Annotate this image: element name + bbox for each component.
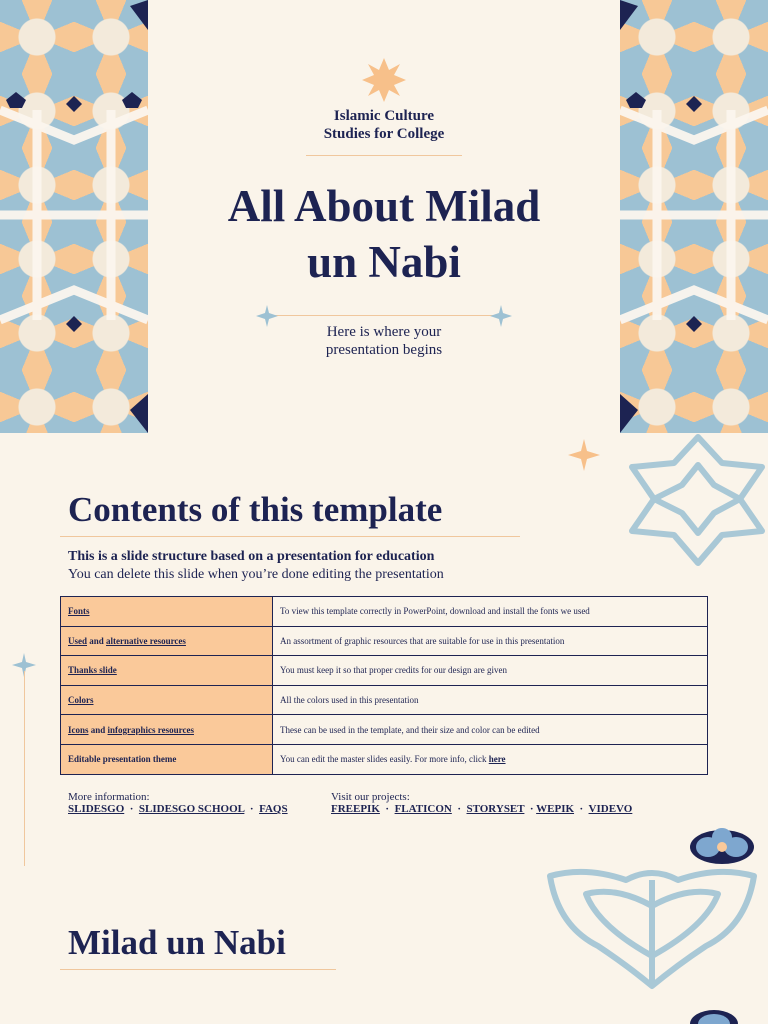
arabesque-ornament-icon [622, 433, 768, 569]
slidesgo-link[interactable]: SLIDESGO [68, 803, 125, 815]
table-row [61, 656, 708, 686]
geometric-pattern-right [620, 0, 768, 433]
table-cell: All the colors used in this presentation [273, 685, 708, 715]
flaticon-link[interactable]: FLATICON [394, 803, 452, 815]
page-title [148, 178, 620, 290]
eight-point-star-icon [362, 58, 406, 102]
storyset-link[interactable]: STORYSET [466, 803, 525, 815]
section-slide [0, 866, 768, 1024]
visit-label: Visit our projects: [331, 791, 410, 803]
lead-text: You can delete this slide when you’re done editing the presentation [68, 567, 444, 582]
tagline-line-2: presentation begins [325, 342, 443, 358]
table-row: Used and alternative resources An assortment of graphic resources that are suitable for use in this presentation [61, 626, 708, 656]
freepik-link[interactable]: FREEPIK [331, 803, 380, 815]
floral-ornament-icon [688, 1002, 738, 1024]
tagline-line-1: Here is where your [326, 324, 442, 340]
here-link[interactable]: here [488, 754, 506, 765]
alternative-resources-link[interactable]: alternative resources [106, 635, 186, 646]
title-center-column [148, 0, 620, 433]
slidesgo-school-link[interactable]: SLIDESGO SCHOOL [138, 803, 245, 815]
subtitle-line-1: Islamic Culture [333, 108, 435, 124]
table-cell: These can be used in the template, and their size and color can be edited [273, 715, 708, 745]
table-cell-label: Editable presentation theme [68, 754, 177, 765]
more-information: More information: SLIDESGO · SLIDESGO SCHOOL · FAQS [68, 791, 288, 815]
section-title: Milad un Nabi [68, 923, 286, 962]
lead-text-bold: This is a slide structure based on a presentation for education [68, 549, 435, 564]
table-row [61, 597, 708, 627]
divider [60, 536, 520, 537]
resources-table [60, 596, 708, 775]
geometric-pattern-left [0, 0, 148, 433]
table-row: Icons and infographics resources These can be used in the template, and their size and color can be edited [61, 715, 708, 745]
thanks-slide-link[interactable]: Thanks slide [68, 665, 117, 676]
title-line-2: un Nabi [307, 237, 461, 287]
divider [306, 155, 462, 156]
contents-slide [0, 433, 768, 866]
visit-projects: Visit our projects: FREEPIK · FLATICON · STORYSET · WEPIK · VIDEVO [331, 791, 633, 815]
star-divider [256, 305, 512, 325]
table-cell: To view this template correctly in PowerPoint, download and install the fonts we used [273, 597, 708, 627]
contents-heading: Contents of this template [68, 490, 443, 529]
table-row [61, 685, 708, 715]
subtitle-line-2: Studies for College [323, 126, 445, 142]
arabesque-ornament-icon [546, 866, 758, 990]
used-link[interactable]: Used [68, 635, 88, 646]
star-icon [568, 439, 600, 471]
table-cell: An assortment of graphic resources that are suitable for use in this presentation [273, 626, 708, 656]
table-cell: You must keep it so that proper credits for our design are given [273, 656, 708, 686]
infographics-resources-link[interactable]: infographics resources [107, 724, 194, 735]
title-slide [0, 0, 768, 433]
course-subtitle [148, 107, 620, 143]
divider [60, 969, 336, 970]
table-row [61, 744, 708, 774]
faqs-link[interactable]: FAQS [259, 803, 288, 815]
wepik-link[interactable]: WEPIK [536, 803, 575, 815]
fonts-link[interactable]: Fonts [68, 606, 90, 617]
floral-ornament-icon [688, 823, 756, 865]
table-cell: You can edit the master slides easily. For more info, click [280, 754, 489, 765]
tagline [148, 323, 620, 359]
icons-link[interactable]: Icons [68, 724, 89, 735]
decorative-line [24, 671, 25, 866]
videvo-link[interactable]: VIDEVO [588, 803, 633, 815]
title-line-1: All About Milad [227, 181, 541, 231]
colors-link[interactable]: Colors [68, 695, 94, 706]
more-info-label: More information: [68, 791, 150, 803]
